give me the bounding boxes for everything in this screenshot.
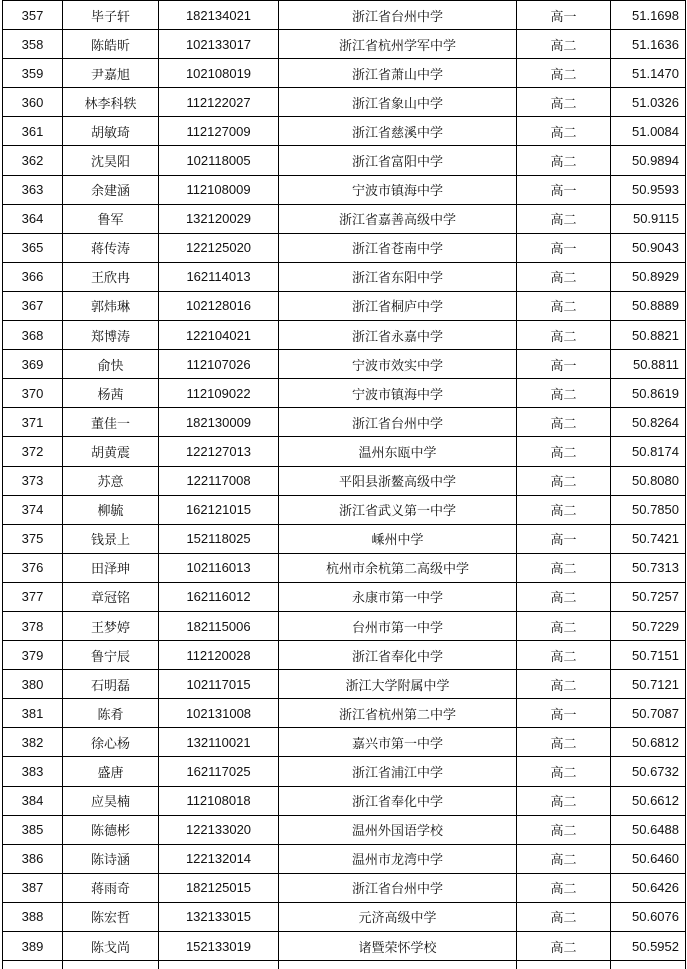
score-cell: 50.6812 (611, 728, 686, 757)
grade-cell: 高二 (517, 582, 611, 611)
score-cell: 50.6612 (611, 786, 686, 815)
grade-cell: 高二 (517, 321, 611, 350)
table-row (3, 30, 686, 59)
id-cell: 122104021 (159, 321, 279, 350)
school-cell: 浙江省台州中学 (279, 1, 517, 30)
id-cell: 122127013 (159, 437, 279, 466)
table-row (3, 670, 686, 699)
table-row (3, 553, 686, 582)
school-cell: 永康市第一中学 (279, 582, 517, 611)
id-cell: 162117025 (159, 757, 279, 786)
id-cell: 102108019 (159, 59, 279, 88)
score-cell: 50.9894 (611, 146, 686, 175)
school-cell: 浙江省杭州第二中学 (279, 699, 517, 728)
rank-cell: 376 (3, 553, 63, 582)
id-cell: 122125020 (159, 233, 279, 262)
rank-cell: 383 (3, 757, 63, 786)
rank-cell: 357 (3, 1, 63, 30)
school-cell: 浙江大学附属中学 (279, 670, 517, 699)
score-cell: 51.0084 (611, 117, 686, 146)
school-cell: 浙江省萧山中学 (279, 59, 517, 88)
score-cell: 50.8811 (611, 350, 686, 379)
school-cell: 浙江省嘉善高级中学 (279, 204, 517, 233)
rank-cell: 373 (3, 466, 63, 495)
name-cell: 徐心杨 (63, 728, 159, 757)
table-row (3, 699, 686, 728)
school-cell: 嵊州中学 (279, 524, 517, 553)
id-cell: 102117015 (159, 670, 279, 699)
score-cell: 50.7257 (611, 582, 686, 611)
score-cell: 50.7850 (611, 495, 686, 524)
grade-cell: 高一 (517, 350, 611, 379)
name-cell: 沈昊阳 (63, 146, 159, 175)
rank-cell: 361 (3, 117, 63, 146)
id-cell: 182125015 (159, 873, 279, 902)
table-row (3, 582, 686, 611)
name-cell: 陈肴 (63, 699, 159, 728)
grade-cell: 高二 (517, 408, 611, 437)
name-cell: 蒋传涛 (63, 233, 159, 262)
id-cell: 102116013 (159, 553, 279, 582)
rank-cell: 380 (3, 670, 63, 699)
name-cell: 石明磊 (63, 670, 159, 699)
name-cell: 郑博涛 (63, 321, 159, 350)
rank-cell: 382 (3, 728, 63, 757)
grade-cell: 高二 (517, 902, 611, 931)
rank-cell: 367 (3, 291, 63, 320)
rank-cell: 374 (3, 495, 63, 524)
ranking-table (2, 0, 686, 969)
grade-cell: 高二 (517, 844, 611, 873)
rank-cell: 359 (3, 59, 63, 88)
id-cell: 102131008 (159, 699, 279, 728)
name-cell: 鲁宁辰 (63, 641, 159, 670)
table-row (3, 321, 686, 350)
table-row (3, 59, 686, 88)
name-cell: 胡敏琦 (63, 117, 159, 146)
name-cell: 陈德彬 (63, 815, 159, 844)
school-cell: 浙江省苍南中学 (279, 233, 517, 262)
rank-cell: 381 (3, 699, 63, 728)
table-row (3, 117, 686, 146)
id-cell: 162121015 (159, 495, 279, 524)
school-cell: 宁波市镇海中学 (279, 175, 517, 204)
school-cell: 平阳县浙鳌高级中学 (279, 466, 517, 495)
name-cell: 胡黄震 (63, 437, 159, 466)
grade-cell: 高二 (517, 932, 611, 961)
id-cell: 112127009 (159, 117, 279, 146)
score-cell: 50.7421 (611, 524, 686, 553)
school-cell: 元济高级中学 (279, 902, 517, 931)
school-cell: 诸暨荣怀学校 (279, 932, 517, 961)
id-cell: 182115006 (159, 611, 279, 640)
id-cell: 102118005 (159, 146, 279, 175)
grade-cell: 高二 (517, 873, 611, 902)
school-cell: 浙江省富阳中学 (279, 146, 517, 175)
grade-cell: 高二 (517, 611, 611, 640)
table-row (3, 524, 686, 553)
score-cell: 50.8889 (611, 291, 686, 320)
score-cell: 50.7087 (611, 699, 686, 728)
grade-cell: 高二 (517, 30, 611, 59)
id-cell: 132120029 (159, 204, 279, 233)
school-cell: 杭州市余杭第二高级中学 (279, 553, 517, 582)
score-cell: 50.8080 (611, 466, 686, 495)
score-cell: 50.5952 (611, 932, 686, 961)
rank-cell: 369 (3, 350, 63, 379)
rank-cell: 379 (3, 641, 63, 670)
name-cell: 应昊楠 (63, 786, 159, 815)
table-row (3, 844, 686, 873)
rank-cell: 387 (3, 873, 63, 902)
score-cell: 50.9115 (611, 204, 686, 233)
school-cell: 温州市龙湾中学 (279, 844, 517, 873)
school-cell: 浙江省慈溪中学 (279, 117, 517, 146)
id-cell: 152118025 (159, 524, 279, 553)
score-cell: 51.1470 (611, 59, 686, 88)
rank-cell: 360 (3, 88, 63, 117)
name-cell: 钱景上 (63, 524, 159, 553)
grade-cell: 高一 (517, 699, 611, 728)
id-cell: 122133020 (159, 815, 279, 844)
name-cell: 鲁军 (63, 204, 159, 233)
name-cell: 林李科轶 (63, 88, 159, 117)
id-cell: 152133019 (159, 932, 279, 961)
score-cell: 50.6460 (611, 844, 686, 873)
grade-cell: 高一 (517, 233, 611, 262)
score-cell: 50.8929 (611, 262, 686, 291)
table-row (3, 611, 686, 640)
grade-cell: 高二 (517, 262, 611, 291)
school-cell: 宁波市镇海中学 (279, 379, 517, 408)
rank-cell: 371 (3, 408, 63, 437)
grade-cell: 高一 (517, 175, 611, 204)
table-row (3, 815, 686, 844)
id-cell: 112109022 (159, 379, 279, 408)
rank-cell: 362 (3, 146, 63, 175)
name-cell: 董佳一 (63, 408, 159, 437)
grade-cell: 高一 (517, 1, 611, 30)
score-cell: 50.8264 (611, 408, 686, 437)
id-cell: 112108018 (159, 786, 279, 815)
rank-cell: 358 (3, 30, 63, 59)
school-cell: 浙江省台州中学 (279, 408, 517, 437)
grade-cell: 高二 (517, 670, 611, 699)
grade-cell: 高一 (517, 524, 611, 553)
rank-cell: 388 (3, 902, 63, 931)
score-cell: 50.8174 (611, 437, 686, 466)
name-cell: 章冠铭 (63, 582, 159, 611)
grade-cell: 高二 (517, 437, 611, 466)
ranking-table-container (2, 0, 685, 969)
grade-cell: 高二 (517, 291, 611, 320)
grade-cell: 高二 (517, 146, 611, 175)
grade-cell: 高二 (517, 728, 611, 757)
table-row (3, 466, 686, 495)
id-cell: 112107026 (159, 350, 279, 379)
grade-cell: 高二 (517, 641, 611, 670)
id-cell: 122117008 (159, 466, 279, 495)
school-cell: 台州市第一中学 (279, 611, 517, 640)
school-cell: 浙江省浦江中学 (279, 757, 517, 786)
grade-cell: 高二 (517, 379, 611, 408)
school-cell: 温州外国语学校 (279, 815, 517, 844)
school-cell: 浙江省桐庐中学 (279, 291, 517, 320)
table-row (3, 291, 686, 320)
score-cell: 50.8619 (611, 379, 686, 408)
name-cell: 毕子轩 (63, 1, 159, 30)
score-cell: 51.0326 (611, 88, 686, 117)
rank-cell: 378 (3, 611, 63, 640)
rank-cell: 385 (3, 815, 63, 844)
table-row (3, 437, 686, 466)
id-cell: 182134021 (159, 1, 279, 30)
name-cell: 蒋雨奇 (63, 873, 159, 902)
score-cell: 50.6732 (611, 757, 686, 786)
table-row (3, 262, 686, 291)
id-cell: 112120028 (159, 641, 279, 670)
name-cell: 杨茜 (63, 379, 159, 408)
school-cell: 嘉兴市第一中学 (279, 728, 517, 757)
grade-cell: 高二 (517, 204, 611, 233)
table-row (3, 495, 686, 524)
school-cell: 宁波市效实中学 (279, 350, 517, 379)
id-cell: 112122027 (159, 88, 279, 117)
rank-cell: 389 (3, 932, 63, 961)
rank-cell: 377 (3, 582, 63, 611)
name-cell: 陈戈尚 (63, 932, 159, 961)
grade-cell: 高二 (517, 117, 611, 146)
table-row (3, 350, 686, 379)
rank-cell: 386 (3, 844, 63, 873)
score-cell: 50.7121 (611, 670, 686, 699)
school-cell: 浙江省台州中学 (279, 873, 517, 902)
rank-cell: 372 (3, 437, 63, 466)
rank-cell: 370 (3, 379, 63, 408)
score-cell: 50.6076 (611, 902, 686, 931)
name-cell: 苏意 (63, 466, 159, 495)
table-row (3, 1, 686, 30)
name-cell: 俞快 (63, 350, 159, 379)
score-cell: 50.7229 (611, 611, 686, 640)
rank-cell: 366 (3, 262, 63, 291)
name-cell: 尹嘉旭 (63, 59, 159, 88)
score-cell: 50.6426 (611, 873, 686, 902)
name-cell: 田泽珅 (63, 553, 159, 582)
grade-cell: 高二 (517, 466, 611, 495)
id-cell: 132110021 (159, 728, 279, 757)
table-row (3, 379, 686, 408)
name-cell: 余建涵 (63, 175, 159, 204)
score-cell: 50.9593 (611, 175, 686, 204)
rank-cell: 364 (3, 204, 63, 233)
school-cell: 温州东瓯中学 (279, 437, 517, 466)
table-row (3, 932, 686, 961)
school-cell: 浙江省武义第一中学 (279, 495, 517, 524)
id-cell: 112108009 (159, 175, 279, 204)
score-cell: 50.7313 (611, 553, 686, 582)
grade-cell: 高二 (517, 495, 611, 524)
rank-cell: 375 (3, 524, 63, 553)
table-row (3, 757, 686, 786)
rank-cell: 365 (3, 233, 63, 262)
school-cell: 浙江省杭州学军中学 (279, 30, 517, 59)
table-row (3, 204, 686, 233)
table-row (3, 408, 686, 437)
table-row (3, 175, 686, 204)
name-cell: 陈诗涵 (63, 844, 159, 873)
name-cell: 郭炜琳 (63, 291, 159, 320)
table-row (3, 728, 686, 757)
name-cell: 陈皓昕 (63, 30, 159, 59)
id-cell: 122132014 (159, 844, 279, 873)
table-row (3, 786, 686, 815)
school-cell: 浙江省永嘉中学 (279, 321, 517, 350)
ranking-table-body (3, 1, 686, 969)
table-row (3, 902, 686, 931)
school-cell: 浙江省奉化中学 (279, 641, 517, 670)
grade-cell: 高二 (517, 553, 611, 582)
score-cell: 50.6488 (611, 815, 686, 844)
id-cell: 162114013 (159, 262, 279, 291)
grade-cell: 高二 (517, 59, 611, 88)
rank-cell: 363 (3, 175, 63, 204)
id-cell: 102133017 (159, 30, 279, 59)
id-cell: 102128016 (159, 291, 279, 320)
name-cell: 王欣冉 (63, 262, 159, 291)
name-cell: 王梦婷 (63, 611, 159, 640)
id-cell: 182130009 (159, 408, 279, 437)
rank-cell: 384 (3, 786, 63, 815)
name-cell: 盛唐 (63, 757, 159, 786)
score-cell: 50.9043 (611, 233, 686, 262)
table-row (3, 873, 686, 902)
score-cell: 51.1636 (611, 30, 686, 59)
table-row (3, 146, 686, 175)
grade-cell: 高二 (517, 786, 611, 815)
school-cell: 浙江省奉化中学 (279, 786, 517, 815)
id-cell: 162116012 (159, 582, 279, 611)
school-cell: 浙江省东阳中学 (279, 262, 517, 291)
name-cell: 柳毓 (63, 495, 159, 524)
school-cell: 浙江省象山中学 (279, 88, 517, 117)
score-cell: 51.1698 (611, 1, 686, 30)
table-row (3, 88, 686, 117)
rank-cell: 368 (3, 321, 63, 350)
table-row (3, 233, 686, 262)
grade-cell: 高二 (517, 88, 611, 117)
id-cell: 132133015 (159, 902, 279, 931)
score-cell: 50.8821 (611, 321, 686, 350)
score-cell: 50.7151 (611, 641, 686, 670)
table-row (3, 641, 686, 670)
grade-cell: 高二 (517, 757, 611, 786)
name-cell: 陈宏哲 (63, 902, 159, 931)
grade-cell: 高二 (517, 815, 611, 844)
